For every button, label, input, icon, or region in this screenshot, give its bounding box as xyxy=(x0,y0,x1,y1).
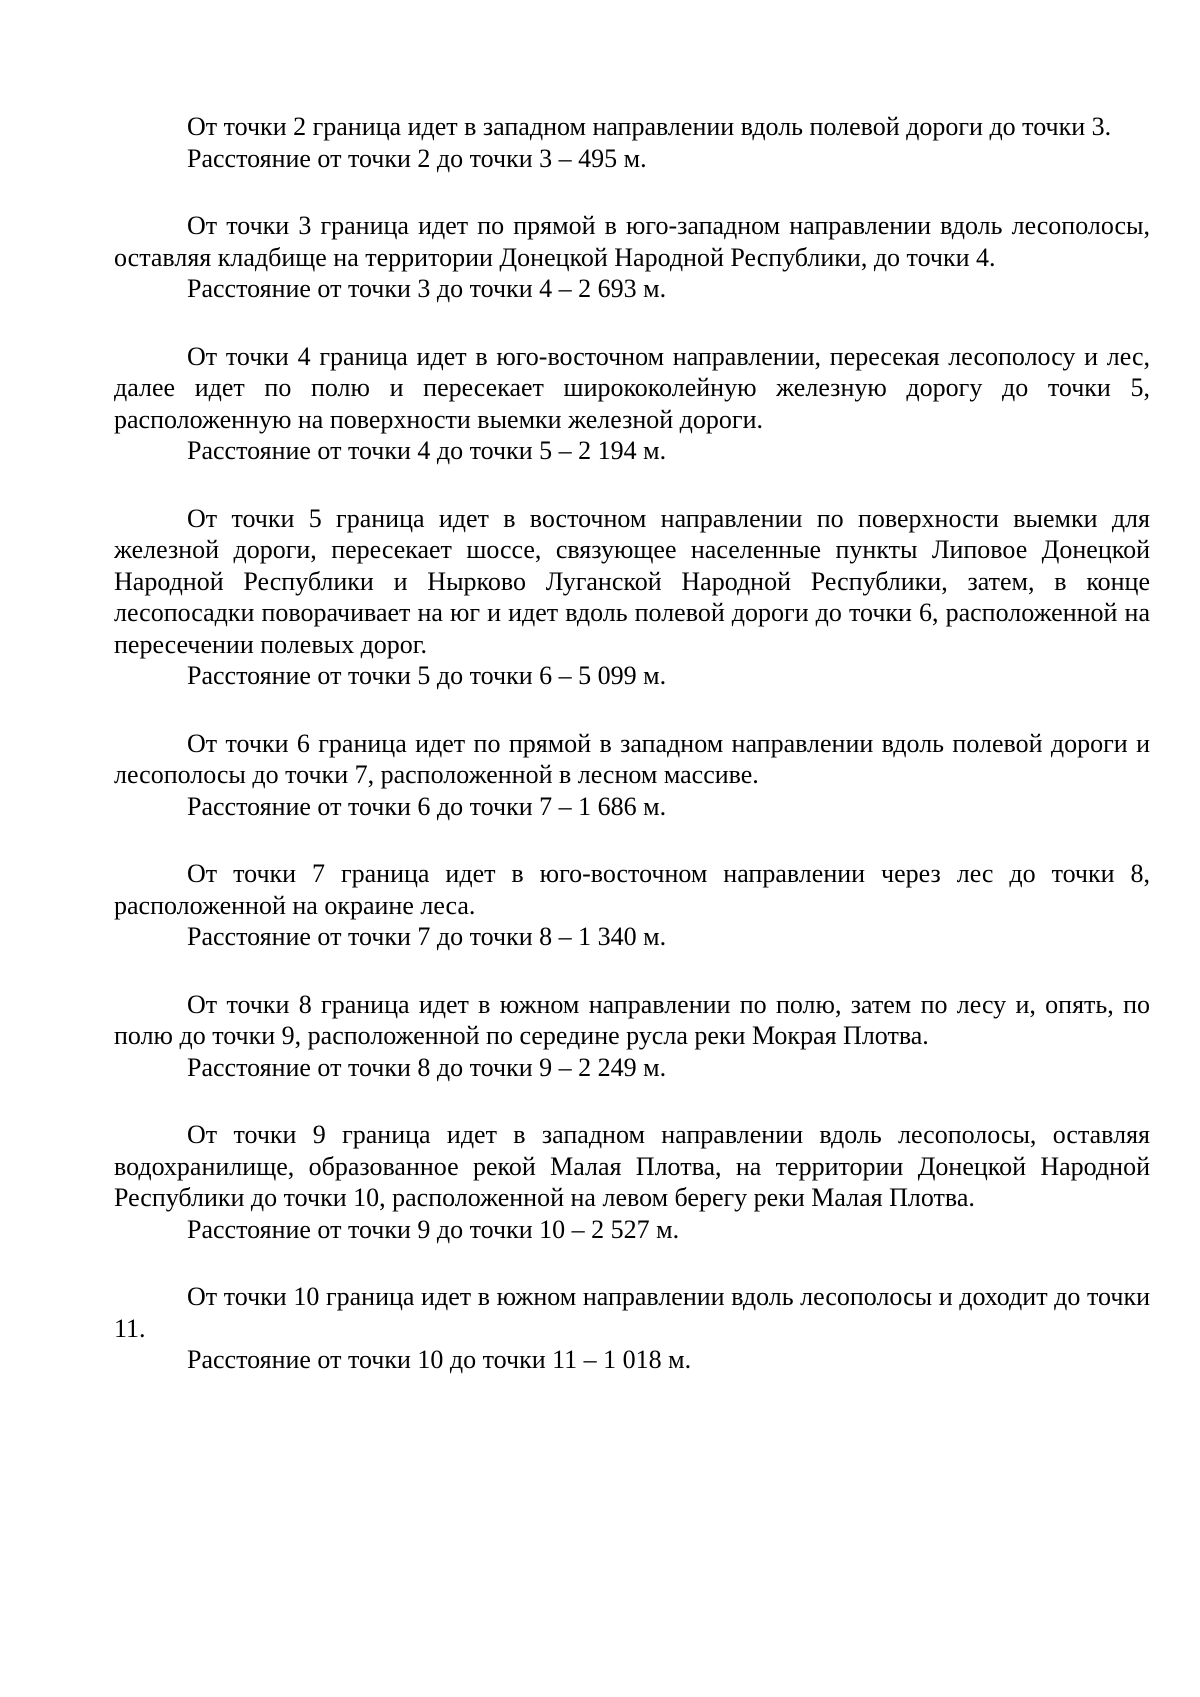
distance-line: Расстояние от точки 4 до точки 5 – 2 194 м. xyxy=(187,436,667,465)
section-point-10 xyxy=(114,1281,1150,1376)
distance-line: Расстояние от точки 6 до точки 7 – 1 686 м. xyxy=(187,791,667,821)
section-point-7 xyxy=(114,858,1150,953)
distance-line: Расстояние от точки 5 до точки 6 – 5 099 м. xyxy=(187,661,667,690)
section-point-2 xyxy=(114,111,1150,174)
boundary-description: От точки 2 граница идет в западном направлении вдоль полевой дороги до точки 3. xyxy=(187,112,1112,141)
section-point-9 xyxy=(114,1119,1150,1245)
section-point-3 xyxy=(114,210,1150,305)
distance-line: Расстояние от точки 10 до точки 11 – 1 018 м. xyxy=(187,1345,692,1374)
distance-line: Расстояние от точки 9 до точки 10 – 2 527 м. xyxy=(187,1214,680,1244)
boundary-description: От точки 7 граница идет в юго-восточном направлении через лес до точки 8, расположенной на окраине леса. xyxy=(114,859,1150,920)
distance-line: Расстояние от точки 7 до точки 8 – 1 340 м. xyxy=(187,922,667,951)
distance-line: Расстояние от точки 2 до точки 3 – 495 м. xyxy=(187,143,647,173)
section-point-6 xyxy=(114,728,1150,823)
section-point-8 xyxy=(114,989,1150,1084)
boundary-description: От точки 5 граница идет в восточном направлении по поверхности выемки для железной дороги, пересекает шоссе, связующее населенные пункты Липовое Донецкой Народной Республики и Нырково Луганской Народной Республики, затем, в конце лесопосадки поворачивает на юг и идет вдоль полевой дороги до точки 6, расположенной на пересечении полевых дорог. xyxy=(114,503,1150,659)
distance-line: Расстояние от точки 3 до точки 4 – 2 693 м. xyxy=(187,274,667,303)
section-point-5 xyxy=(114,503,1150,692)
boundary-description: От точки 9 граница идет в западном направлении вдоль лесополосы, оставляя водохранилище, образованное рекой Малая Плотва, на территории Донецкой Народной Республики до точки 10, расположенной на левом берегу реки Малая Плотва. xyxy=(114,1120,1150,1212)
boundary-description: От точки 3 граница идет по прямой в юго-западном направлении вдоль лесополосы, оставляя кладбище на территории Донецкой Народной Республики, до точки 4. xyxy=(114,211,1150,272)
boundary-description: От точки 4 граница идет в юго-восточном направлении, пересекая лесополосу и лес, далее идет по полю и пересекает ширококолейную железную дорогу до точки 5, расположенную на поверхности выемки железной дороги. xyxy=(114,341,1150,434)
section-point-4 xyxy=(114,341,1150,467)
boundary-description: От точки 8 граница идет в южном направлении по полю, затем по лесу и, опять, по полю до точки 9, расположенной по середине русла реки Мокрая Плотва. xyxy=(114,989,1150,1050)
distance-line: Расстояние от точки 8 до точки 9 – 2 249 м. xyxy=(187,1052,667,1082)
boundary-description: От точки 6 граница идет по прямой в западном направлении вдоль полевой дороги и лесополосы до точки 7, расположенной в лесном массиве. xyxy=(114,728,1150,789)
boundary-description: От точки 10 граница идет в южном направлении вдоль лесополосы и доходит до точки 11. xyxy=(114,1282,1150,1343)
document-body xyxy=(114,111,1150,1412)
